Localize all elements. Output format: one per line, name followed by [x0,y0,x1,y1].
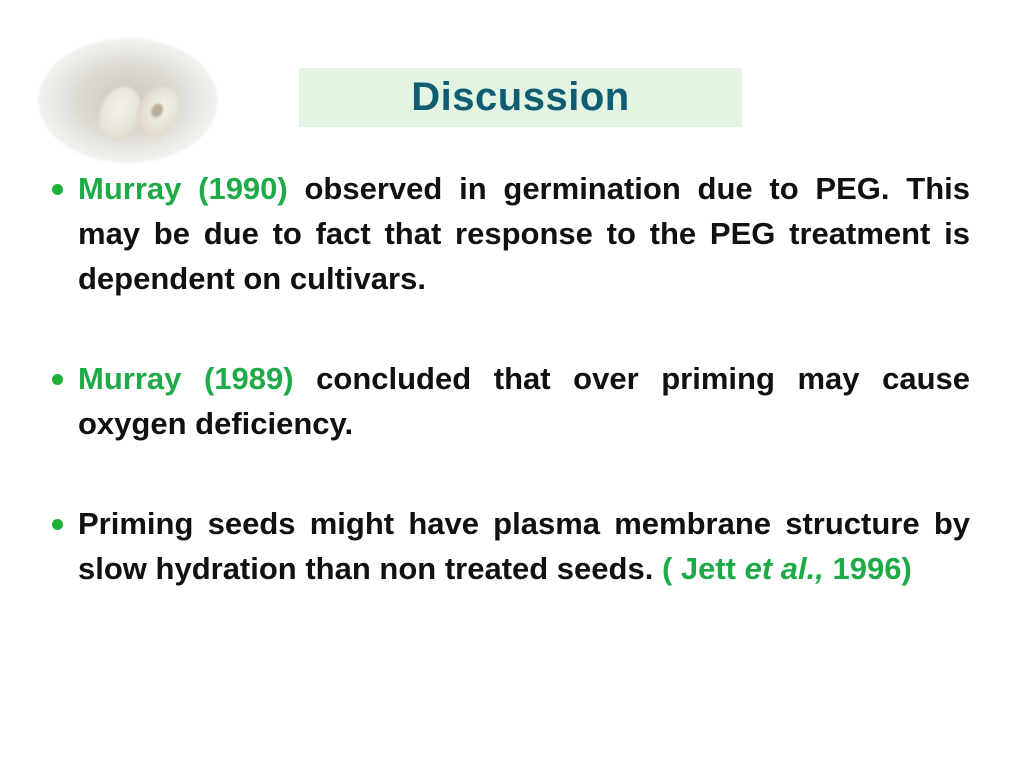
title-box [299,68,742,127]
bullet-dot-icon [52,184,63,195]
bullet-dot-icon [52,519,63,530]
citation-open: ( Jett [661,551,745,586]
bullet-text: concluded that over priming may cause oxygen deficiency. [78,361,970,441]
citation: Murray (1989) [78,361,294,396]
bullet-item [42,501,970,591]
seed-shape [128,80,188,145]
bullet-item [42,166,970,301]
bullet-text: observed in germination due to PEG. This may be due to fact that response to the PEG treatment is dependent on cultivars. [78,171,970,296]
bullet-text: Priming seeds might have plasma membrane structure by slow hydration than non treated seeds. [78,506,970,586]
citation: Murray (1990) [78,171,288,206]
slide-title: Discussion [411,75,630,119]
bullet-dot-icon [52,374,63,385]
bullet-list [42,166,970,646]
bullet-item [42,356,970,446]
seeds-image [38,38,218,163]
citation-italic: et al., [744,551,824,586]
citation-close: 1996) [823,551,912,586]
